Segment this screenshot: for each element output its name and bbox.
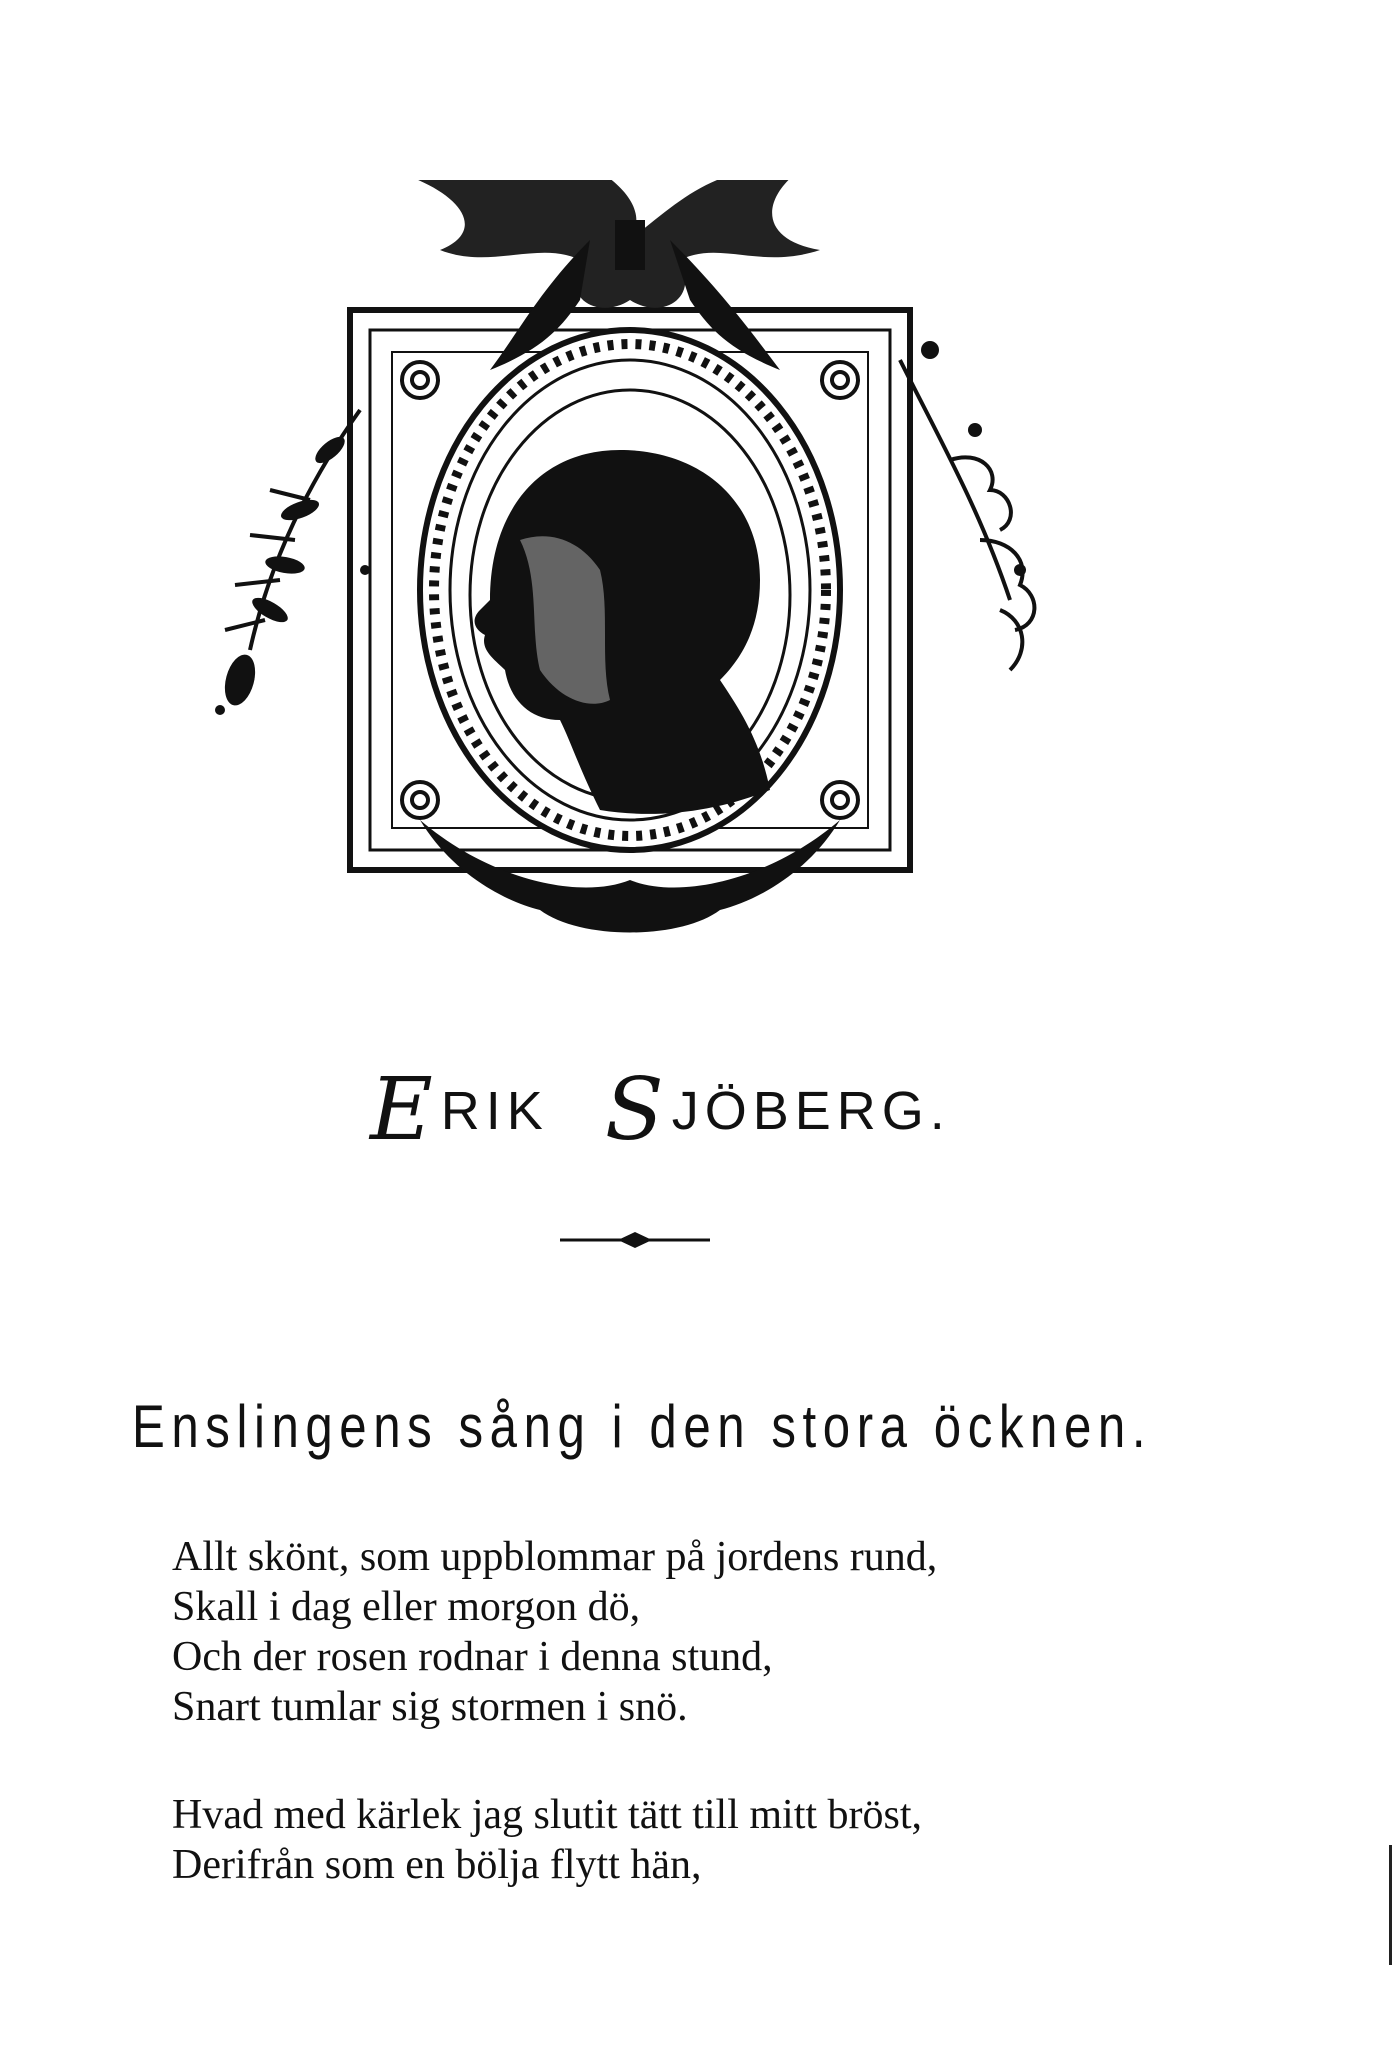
poem-line: Och der rosen rodnar i denna stund, (172, 1634, 773, 1680)
author-name (370, 1060, 951, 1160)
author-first-rest: RIK (440, 1081, 549, 1141)
poem-line: Hvad med kärlek jag slutit tätt till mitt bröst, (172, 1792, 923, 1838)
poem-stanza-1 (172, 1532, 1272, 1732)
page-edge-mark (1389, 1845, 1392, 1965)
poem-line: Derifrån som en bölja flytt hän, (172, 1842, 702, 1888)
diamond-rule-ornament-icon (560, 1228, 710, 1252)
author-first-initial: E (370, 1060, 439, 1160)
poem-stanza-2 (172, 1790, 1272, 1890)
poem-line: Allt skönt, som uppblommar på jordens rund, (172, 1534, 938, 1580)
engraved-portrait-frame-icon (160, 180, 1110, 980)
author-last-rest: JÖBERG. (671, 1081, 951, 1141)
poem-title: Enslingens sång i den stora öcknen. (132, 1393, 1153, 1460)
poem-line: Skall i dag eller morgon dö, (172, 1584, 641, 1630)
author-last-initial: S (604, 1060, 670, 1160)
poem-line: Snart tumlar sig stormen i snö. (172, 1684, 688, 1730)
